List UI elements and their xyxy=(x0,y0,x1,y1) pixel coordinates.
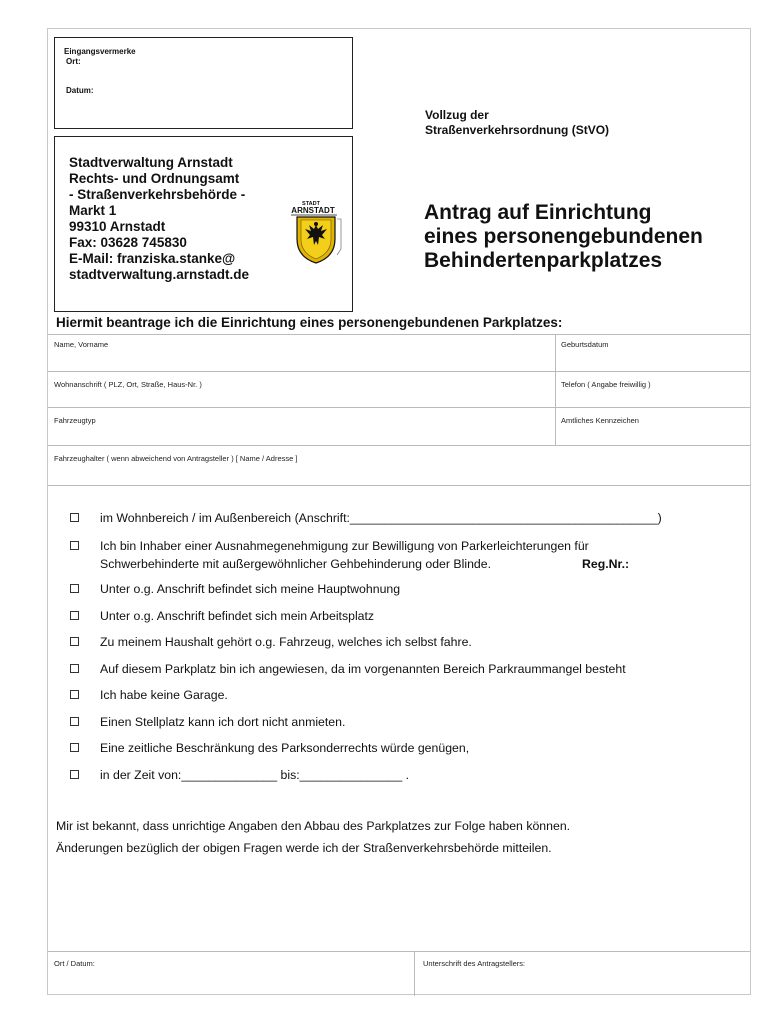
crest-text-top: STADT xyxy=(302,201,320,207)
column-divider xyxy=(414,952,415,996)
form-title-line3: Behindertenparkplatzes xyxy=(424,249,663,272)
address-line: Markt 1 xyxy=(69,203,117,218)
checkbox[interactable] xyxy=(70,717,79,726)
checkbox[interactable] xyxy=(70,690,79,699)
checkbox[interactable] xyxy=(70,664,79,673)
entry-stamp-title: Eingangsvermerke xyxy=(64,47,136,56)
address-line: stadtverwaltung.arnstadt.de xyxy=(69,267,250,282)
entry-ort-label: Ort: xyxy=(66,57,81,66)
field-birthdate-label: Geburtsdatum xyxy=(561,340,609,349)
option-label: Schwerbehinderte mit außergewöhnlicher Gehbehinderung oder Blinde. xyxy=(100,557,492,571)
form-row-vehicle xyxy=(48,408,750,446)
option-label: im Wohnbereich / im Außenbereich (Anschrift:_____________________________________________) xyxy=(100,511,662,525)
field-plate-label: Amtliches Kennzeichen xyxy=(561,416,639,425)
authority-address xyxy=(69,155,249,283)
checkbox[interactable] xyxy=(70,637,79,646)
checkbox[interactable] xyxy=(70,770,79,779)
option-label: Unter o.g. Anschrift befindet sich mein Arbeitsplatz xyxy=(100,609,375,623)
svg-text:·: · xyxy=(340,226,341,230)
vollzug-line2: Straßenverkehrsordnung (StVO) xyxy=(425,123,610,137)
applicant-form-table xyxy=(48,334,750,485)
address-line: 99310 Arnstadt xyxy=(69,219,166,234)
form-title-line2: eines personengebundenen xyxy=(424,225,703,248)
reg-nr-label: Reg.Nr.: xyxy=(582,557,630,571)
authority-address-box xyxy=(54,136,353,312)
form-row-holder xyxy=(48,446,750,486)
vollzug-line1: Vollzug der xyxy=(425,108,489,122)
address-line: Stadtverwaltung Arnstadt xyxy=(69,155,233,170)
field-address-label: Wohnanschrift ( PLZ, Ort, Straße, Haus-Nr. ) xyxy=(54,380,202,389)
note-changes: Änderungen bezüglich der obigen Fragen werde ich der Straßenverkehrsbehörde mitteilen. xyxy=(56,841,552,855)
form-title-line1: Antrag auf Einrichtung xyxy=(424,201,652,224)
option-label: Ich bin Inhaber einer Ausnahmegenehmigung zur Bewilligung von Parkerleichterungen für xyxy=(100,539,589,553)
note-false-info: Mir ist bekannt, dass unrichtige Angaben den Abbau des Parkplatzes zur Folge haben können. xyxy=(56,819,571,833)
arnstadt-crest-logo xyxy=(287,199,347,267)
option-label: Eine zeitliche Beschränkung des Parksonderrechts würde genügen, xyxy=(100,741,470,755)
checkbox[interactable] xyxy=(70,584,79,593)
checkbox[interactable] xyxy=(70,541,79,550)
address-line: Fax: 03628 745830 xyxy=(69,235,187,250)
column-divider xyxy=(555,372,556,407)
entry-datum-label: Datum: xyxy=(66,86,94,95)
option-label: Einen Stellplatz kann ich dort nicht anmieten. xyxy=(100,715,346,729)
field-phone-label: Telefon ( Angabe freiwillig ) xyxy=(561,380,651,389)
checkbox[interactable] xyxy=(70,513,79,522)
signature-label: Unterschrift des Antragstellers: xyxy=(423,959,526,968)
option-label: Ich habe keine Garage. xyxy=(100,688,228,702)
checkbox[interactable] xyxy=(70,611,79,620)
field-holder-label: Fahrzeughalter ( wenn abweichend von Antragsteller ) [ Name / Adresse ] xyxy=(54,454,298,463)
form-page xyxy=(47,28,751,995)
vollzug-heading xyxy=(425,108,609,138)
signature-row xyxy=(48,951,750,996)
crest-text-main: ARNSTADT xyxy=(291,206,335,215)
column-divider xyxy=(555,335,556,372)
place-date-label: Ort / Datum: xyxy=(54,959,95,968)
address-line: Rechts- und Ordnungsamt xyxy=(69,171,240,186)
field-vehicle-type-label: Fahrzeugtyp xyxy=(54,416,96,425)
checkbox[interactable] xyxy=(70,743,79,752)
intro-statement: Hiermit beantrage ich die Einrichtung eines personengebundenen Parkplatzes: xyxy=(56,315,563,330)
form-row-name xyxy=(48,335,750,372)
address-line: E-Mail: franziska.stanke@ xyxy=(69,251,236,266)
option-label: Auf diesem Parkplatz bin ich angewiesen, da im vorgenannten Bereich Parkraummangel besteht xyxy=(100,662,626,676)
option-label: Zu meinem Haushalt gehört o.g. Fahrzeug, welches ich selbst fahre. xyxy=(100,635,472,649)
entry-stamp-box xyxy=(54,37,353,129)
column-divider xyxy=(555,408,556,445)
option-label: in der Zeit von:______________ bis:_______________ . xyxy=(100,768,410,782)
address-line: - Straßenverkehrsbehörde - xyxy=(69,187,246,202)
form-title xyxy=(424,201,703,273)
field-name-label: Name, Vorname xyxy=(54,340,109,349)
option-label: Unter o.g. Anschrift befindet sich meine Hauptwohnung xyxy=(100,582,401,596)
form-row-address xyxy=(48,372,750,408)
